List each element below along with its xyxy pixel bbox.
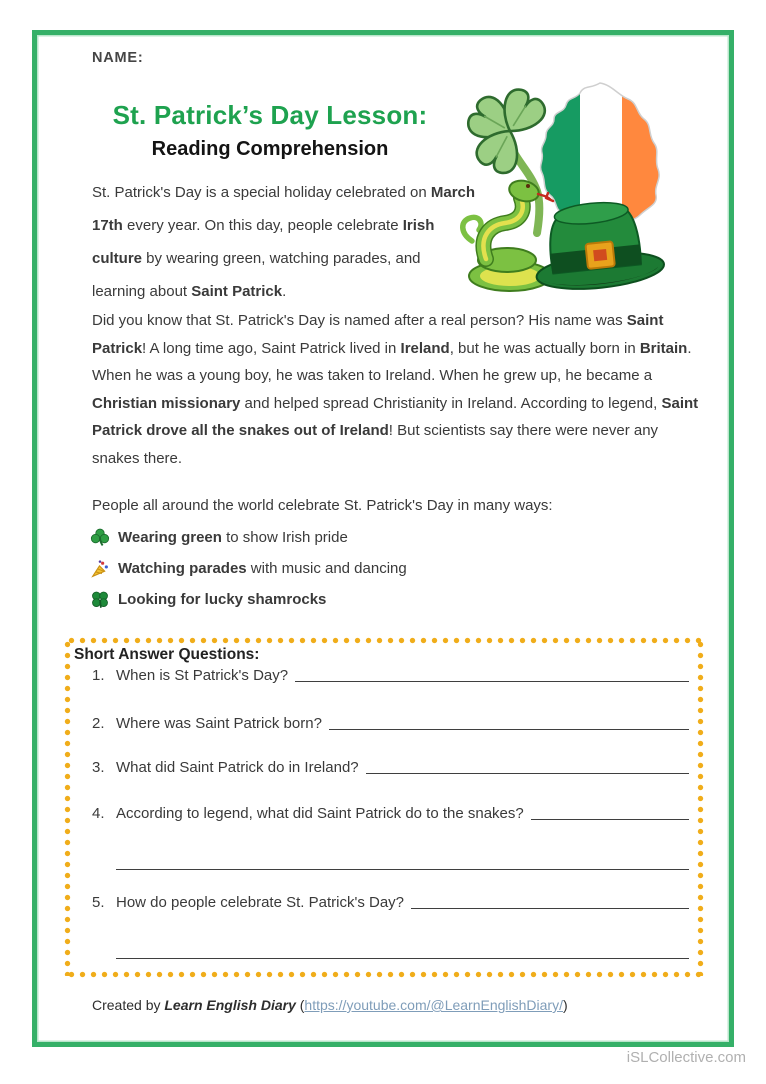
shamrock-icon xyxy=(90,528,110,547)
question-text: What did Saint Patrick do in Ireland? xyxy=(116,759,359,776)
intro-paragraph xyxy=(92,176,476,308)
question-row-2 xyxy=(92,715,689,732)
celebration-ways-list xyxy=(90,522,650,615)
answer-blank[interactable] xyxy=(329,729,689,730)
answer-blank[interactable] xyxy=(531,819,689,820)
text-segment: by wearing green, watching parades, and learning about xyxy=(92,250,421,300)
text-segment: Irish culture xyxy=(92,217,435,267)
history-paragraph xyxy=(92,307,704,472)
text-segment: Saint Patrick xyxy=(92,312,664,357)
answer-blank-continuation[interactable] xyxy=(116,869,689,870)
list-item-text xyxy=(118,591,326,608)
shamrock-illustration xyxy=(464,85,550,233)
text-segment: Watching parades xyxy=(118,560,247,577)
question-number: 4. xyxy=(92,805,105,822)
answer-blank[interactable] xyxy=(295,681,689,682)
answer-blank[interactable] xyxy=(411,908,689,909)
text-segment: March 17th xyxy=(92,184,476,234)
question-row-4 xyxy=(92,805,689,822)
list-item xyxy=(90,522,650,553)
text-segment: Ireland xyxy=(400,339,450,357)
question-row-1 xyxy=(92,667,689,684)
text-segment: to show Irish pride xyxy=(221,529,348,546)
short-answer-questions-box xyxy=(64,637,704,978)
page-subtitle: Reading Comprehension xyxy=(151,138,389,160)
answer-blank-continuation[interactable] xyxy=(116,958,689,959)
credit-line xyxy=(92,997,568,1013)
answer-blank[interactable] xyxy=(366,773,689,774)
text-segment: Wearing green xyxy=(118,529,222,546)
text-segment: with music and dancing xyxy=(246,560,407,577)
question-number: 2. xyxy=(92,715,105,732)
worksheet-header xyxy=(95,99,445,164)
dotted-border-right xyxy=(697,639,704,976)
questions-box-title: Short Answer Questions: xyxy=(74,646,260,663)
text-segment: Looking for lucky shamrocks xyxy=(118,591,327,608)
list-item-text xyxy=(118,560,407,577)
page-title: St. Patrick’s Day Lesson: xyxy=(112,100,428,130)
youtube-link[interactable]: https://youtube.com/@LearnEnglishDiary/ xyxy=(304,997,563,1013)
ways-intro-line: People all around the world celebrate St. Patrick's Day in many ways: xyxy=(92,497,553,514)
name-label: NAME: xyxy=(92,50,144,66)
text-segment: ! A long time ago, Saint Patrick lived in xyxy=(142,339,401,357)
party-popper-icon xyxy=(90,559,110,578)
text-segment: Saint Patrick xyxy=(191,283,283,300)
list-item-text xyxy=(118,529,348,546)
text-segment: ) xyxy=(562,997,568,1013)
worksheet-border-frame xyxy=(32,30,734,1047)
islcollective-watermark: iSLCollective.com xyxy=(626,1049,746,1066)
question-text: Where was Saint Patrick born? xyxy=(116,715,322,732)
text-segment: Did you know that St. Patrick's Day is named after a real person? His name was xyxy=(92,312,627,329)
question-text: According to legend, what did Saint Patrick do to the snakes? xyxy=(116,805,524,822)
question-row-5 xyxy=(92,894,689,911)
text-segment: every year. On this day, people celebrate xyxy=(122,217,403,234)
text-segment: Created by xyxy=(92,997,165,1013)
question-number: 3. xyxy=(92,759,105,776)
text-segment: ( xyxy=(295,997,305,1013)
st-patricks-illustration-group xyxy=(450,79,672,297)
text-segment: . xyxy=(282,283,287,300)
text-segment: Saint Patrick drove all the snakes out of Ireland xyxy=(92,394,699,439)
question-text: When is St Patrick's Day? xyxy=(116,667,289,684)
question-row-3 xyxy=(92,759,689,776)
dotted-border-left xyxy=(64,639,71,976)
question-text: How do people celebrate St. Patrick's Day? xyxy=(116,894,405,911)
text-segment: Christian missionary xyxy=(92,394,241,412)
list-item xyxy=(90,553,650,584)
text-segment: Learn English Diary xyxy=(164,997,296,1013)
text-segment: St. Patrick's Day is a special holiday celebrated on xyxy=(92,184,431,201)
question-number: 5. xyxy=(92,894,105,911)
list-item xyxy=(90,584,650,615)
dotted-border-top xyxy=(66,637,702,644)
text-segment: Britain xyxy=(639,339,688,357)
text-segment: and helped spread Christianity in Ireland. According to legend, xyxy=(240,394,662,412)
text-segment: . When he was a young boy, he was taken to Ireland. When he grew up, he became a xyxy=(92,339,692,384)
text-segment: ! But scientists say there were never any snakes there. xyxy=(92,422,659,467)
four-leaf-clover-icon xyxy=(90,590,110,609)
text-segment: , but he was actually born in xyxy=(449,339,640,357)
dotted-border-bottom xyxy=(66,971,702,978)
question-number: 1. xyxy=(92,667,105,684)
